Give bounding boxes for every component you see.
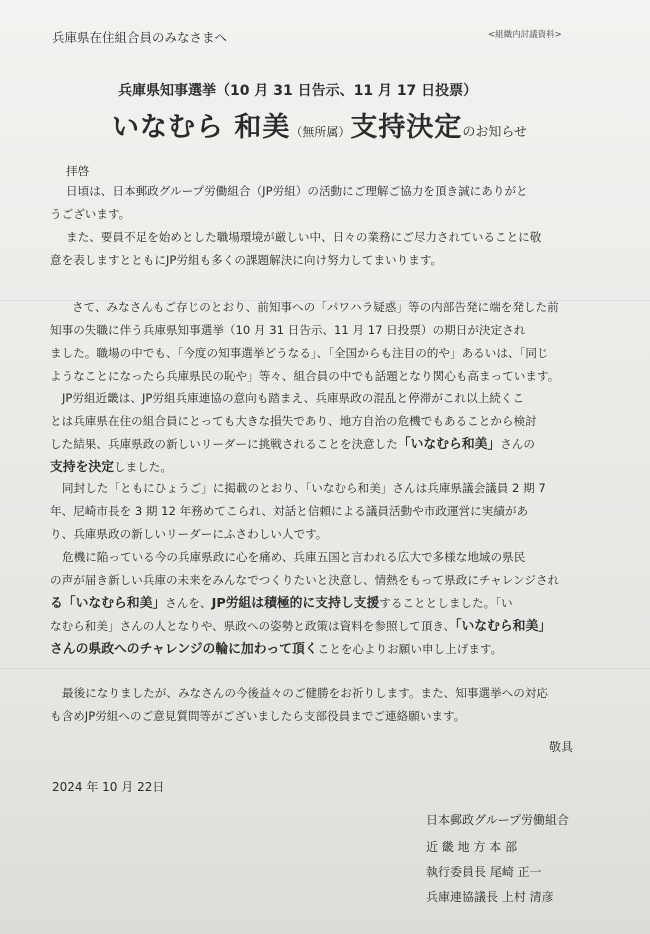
paragraph-decision bbox=[50, 387, 590, 479]
text-line: さんの県政へのチャレンジの輪に加わって頂くことを心よりお願い申し上げます。 bbox=[50, 642, 503, 657]
signature-org: 日本郵政グループ労働組合 bbox=[426, 813, 570, 827]
notice-text: のお知らせ bbox=[462, 125, 528, 140]
paragraph-appeal bbox=[50, 546, 590, 661]
signature-chair: 執行委員長 尾崎 正一 bbox=[426, 865, 542, 879]
text-line: また、要員不足を始めとした職場環境が厳しい中、日々の業務にご尽力されていることに敬 bbox=[66, 230, 542, 244]
support-emphasis: JP労組は積極的に支持し支援 bbox=[211, 596, 380, 611]
paragraph-closing bbox=[50, 682, 590, 728]
text-line: なむら和美」さんの人となりや、県政への姿勢と政策は資料を参照して頂き、「いなむら和美」 bbox=[50, 619, 552, 634]
text-line: 意を表しますとともにJP労組も多くの課題解決に向け努力してまいります。 bbox=[50, 253, 443, 267]
text-line: ました。職場の中でも、「今度の知事選挙どうなる」、「全国からも注目の的や」あるいは、「同じ bbox=[50, 346, 549, 360]
text-line: した結果、兵庫県政の新しいリーダーに挑戦されることを決意した「いなむら和美」さんの bbox=[50, 437, 535, 452]
text-line: 日頃は、日本郵政グループ労働組合（JP労組）の活動にご理解ご協力を頂き誠にありがと bbox=[66, 184, 528, 198]
text-line: 最後になりましたが、みなさんの今後益々のご健勝をお祈りします。また、知事選挙への対応 bbox=[62, 686, 549, 700]
candidate-emphasis: 「いなむら和美」 bbox=[397, 437, 501, 452]
text-line: り、兵庫県政の新しいリーダーにふさわしい人です。 bbox=[50, 527, 328, 541]
text-line: 危機に陥っている今の兵庫県政に心を痛め、兵庫五国と言われる広大で多様な地域の県民 bbox=[62, 550, 526, 564]
candidate-name: いなむら 和美 bbox=[112, 112, 291, 143]
text-line: 支持を決定しました。 bbox=[50, 460, 172, 475]
text-line: も含めJP労組へのご意見質問等がございましたら支部役員までご連絡願います。 bbox=[50, 709, 466, 723]
greeting-paragraph bbox=[50, 180, 590, 272]
text-line: 年、尼崎市長を 3 期 12 年務めてこられ、対話と信頼による議員活動や市政運営に実績があ bbox=[50, 504, 529, 518]
letter-date: 2024 年 10 月 22日 bbox=[52, 780, 165, 794]
paragraph-profile bbox=[50, 477, 590, 546]
text-line: の声が届き新しい兵庫の未来をみんなでつくりたいと決意し、情熱をもって県政にチャレンジされ bbox=[50, 573, 560, 587]
text-line: さて、みなさんもご存じのとおり、前知事への「パワハラ疑惑」等の内部告発に端を発した前 bbox=[72, 300, 559, 314]
text-line: ようなことになったら兵庫県民の恥や」等々、組合員の中でも話題となり関心も高まっています。 bbox=[50, 369, 560, 383]
sign-off: 敬具 bbox=[549, 740, 574, 754]
paragraph-background bbox=[50, 296, 590, 388]
signature-council: 兵庫連協議長 上村 清彦 bbox=[426, 890, 554, 904]
text-line: JP労組近畿は、JP労組兵庫連協の意向も踏まえ、兵庫県政の混乱と停滞がこれ以上続くこ bbox=[62, 391, 525, 405]
signature-branch: 近 畿 地 方 本 部 bbox=[426, 840, 518, 854]
text-line: とは兵庫県在住の組合員にとっても大きな損失であり、地方自治の危機でもあることから検討 bbox=[50, 414, 537, 428]
decision-text: 支持決定 bbox=[350, 112, 463, 143]
support-emphasis: 支持を決定 bbox=[50, 460, 114, 475]
text-line: 知事の失職に伴う兵庫県知事選挙（10 月 31 日告示、11 月 17 日投票）の期日が決定され bbox=[50, 323, 526, 337]
text-line: うございます。 bbox=[50, 207, 131, 221]
election-line: 兵庫県知事選挙（10 月 31 日告示、11 月 17 日投票） bbox=[118, 83, 478, 99]
text-line: る「いなむら和美」さんを、JP労組は積極的に支持し支援することとしました。「い bbox=[50, 596, 513, 611]
opening-salutation: 拝啓 bbox=[66, 164, 90, 178]
addressee: 兵庫県在住組合員のみなさまへ bbox=[52, 30, 228, 45]
paper-fold bbox=[0, 668, 650, 669]
affiliation: （無所属） bbox=[290, 125, 351, 139]
document-tag: <組織内討議資料> bbox=[488, 30, 562, 40]
text-line: 同封した「ともにひょうご」に掲載のとおり、「いなむら和美」さんは兵庫県議会議員 2 期 7 bbox=[62, 481, 546, 495]
headline bbox=[112, 105, 527, 144]
candidate-emphasis: 「いなむら和美」 bbox=[455, 619, 552, 634]
